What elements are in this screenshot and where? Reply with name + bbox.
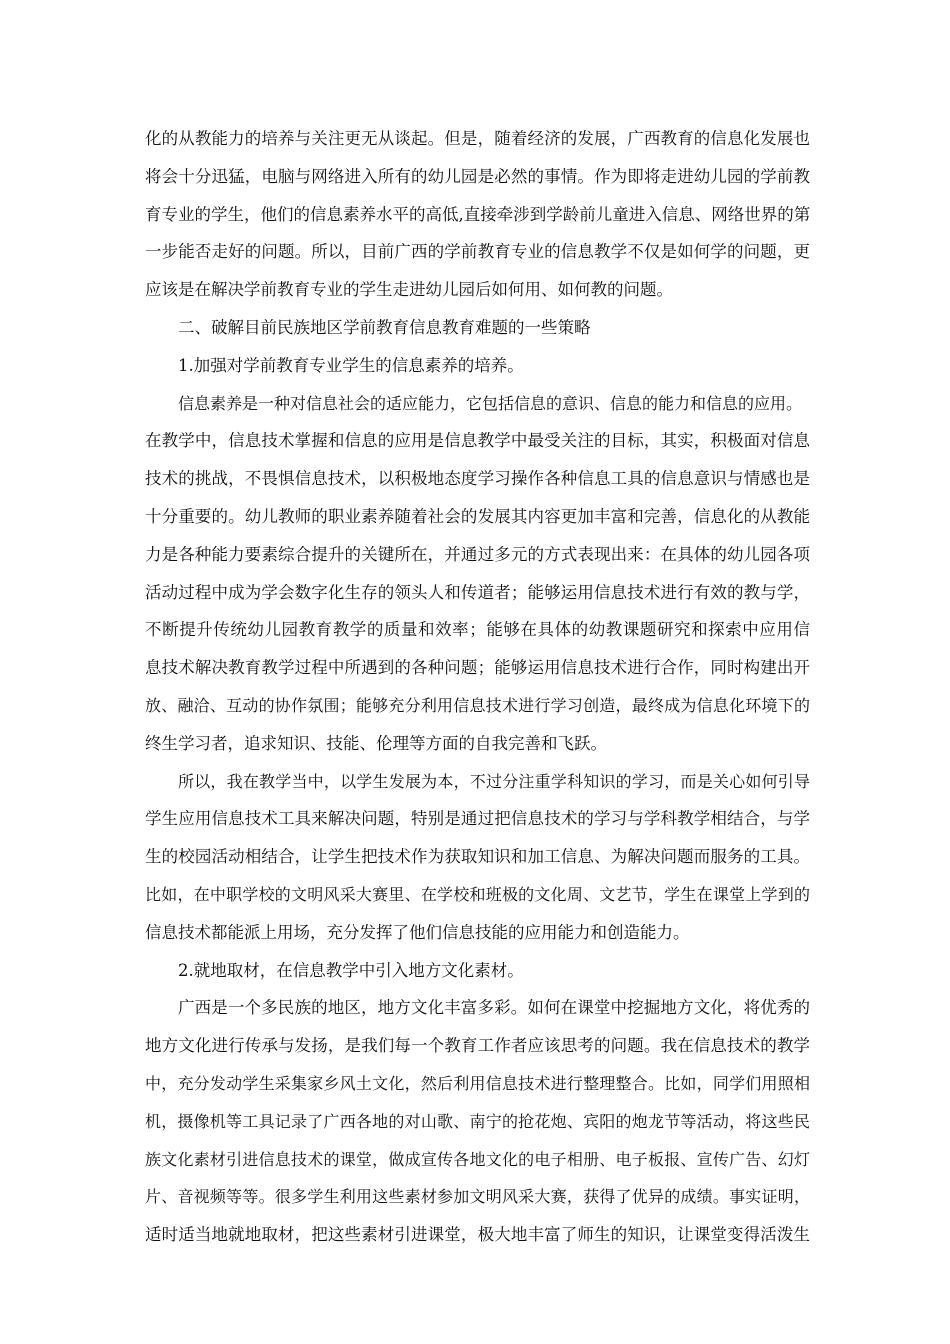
text-line: 广西是一个多民族的地区，地方文化丰富多彩。如何在课堂中挖掘地方文化，将优秀的 [178,998,810,1018]
text-line: 生的校园活动相结合，让学生把技术作为获取知识和加工信息、为解决问题而服务的工具。 [145,847,810,867]
text-line: 族文化素材引进信息技术的课堂，做成宣传各地文化的电子相册、电子板报、宣传广告、幻灯 [145,1149,810,1169]
text-line: 放、融洽、互动的协作氛围；能够充分利用信息技术进行学习创造，最终成为信息化环境下的 [145,695,810,715]
text-line: 2.就地取材，在信息教学中引入地方文化素材。 [178,960,524,980]
text-line: 一步能否走好的问题。所以，目前广西的学前教育专业的信息教学不仅是如何学的问题，更 [145,242,810,262]
text-line: 不断提升传统幼儿园教育教学的质量和效率；能够在具体的幼教课题研究和探索中应用信 [145,620,810,640]
text-line: 机，摄像机等工具记录了广西各地的对山歌、南宁的抢花炮、宾阳的炮龙节等活动，将这些民 [145,1111,810,1131]
text-line: 息技术解决教育教学过程中所遇到的各种问题；能够运用信息技术进行合作，同时构建出开 [145,658,810,678]
text-line: 活动过程中成为学会数字化生存的领头人和传道者；能够运用信息技术进行有效的教与学， [145,582,810,602]
text-line: 终生学习者，追求知识、技能、伦理等方面的自我完善和飞跃。 [145,733,607,753]
text-line: 应该是在解决学前教育专业的学生走进幼儿园后如何用、如何教的问题。 [145,280,673,300]
text-line: 将会十分迅猛，电脑与网络进入所有的幼儿园是必然的事情。作为即将走进幼儿园的学前教 [145,166,810,186]
text-line: 十分重要的。幼儿教师的职业素养随着社会的发展其内容更加丰富和完善，信息化的从教能 [145,506,810,526]
text-line: 在教学中，信息技术掌握和信息的应用是信息教学中最受关注的目标，其实，积极面对信息 [145,431,810,451]
text-line: 信息素养是一种对信息社会的适应能力，它包括信息的意识、信息的能力和信息的应用。 [178,393,803,413]
text-line: 化的从教能力的培养与关注更无从谈起。但是，随着经济的发展，广西教育的信息化发展也 [145,129,810,148]
text-line: 力是各种能力要素综合提升的关键所在，并通过多元的方式表现出来：在具体的幼儿园各项 [145,544,810,564]
text-line: 学生应用信息技术工具来解决问题，特别是通过把信息技术的学习与学科教学相结合，与学 [145,809,810,829]
text-line: 信息技术都能派上用场，充分发挥了他们信息技能的应用能力和创造能力。 [145,922,690,942]
text-line: 二、破解目前民族地区学前教育信息教育难题的一些策略 [178,317,591,337]
text-line: 所以，我在教学当中，以学生发展为本，不过分注重学科知识的学习，而是关心如何引导 [178,771,810,791]
text-line: 地方文化进行传承与发扬，是我们每一个教育工作者应该思考的问题。我在信息技术的教学 [145,1036,810,1056]
text-line: 片、音视频等等。很多学生利用这些素材参加文明风采大赛，获得了优异的成绩。事实证明， [145,1187,810,1207]
text-line: 中，充分发动学生采集家乡风土文化，然后利用信息技术进行整理整合。比如，同学们用照相 [145,1073,810,1093]
text-line: 比如，在中职学校的文明风采大赛里、在学校和班极的文化周、文艺节，学生在课堂上学到的 [145,884,810,904]
text-line: 技术的挑战，不畏惧信息技术，以积极地态度学习操作各种信息工具的信息意识与情感也是 [145,469,810,489]
document-body [145,120,810,1254]
text-line: 适时适当地就地取材，把这些素材引进课堂，极大地丰富了师生的知识，让课堂变得活泼生 [145,1225,810,1245]
text-line: 1.加强对学前教育专业学生的信息素养的培养。 [178,355,524,375]
text-line: 育专业的学生，他们的信息素养水平的高低,直接牵涉到学龄前儿童进入信息、网络世界的第 [145,204,810,224]
